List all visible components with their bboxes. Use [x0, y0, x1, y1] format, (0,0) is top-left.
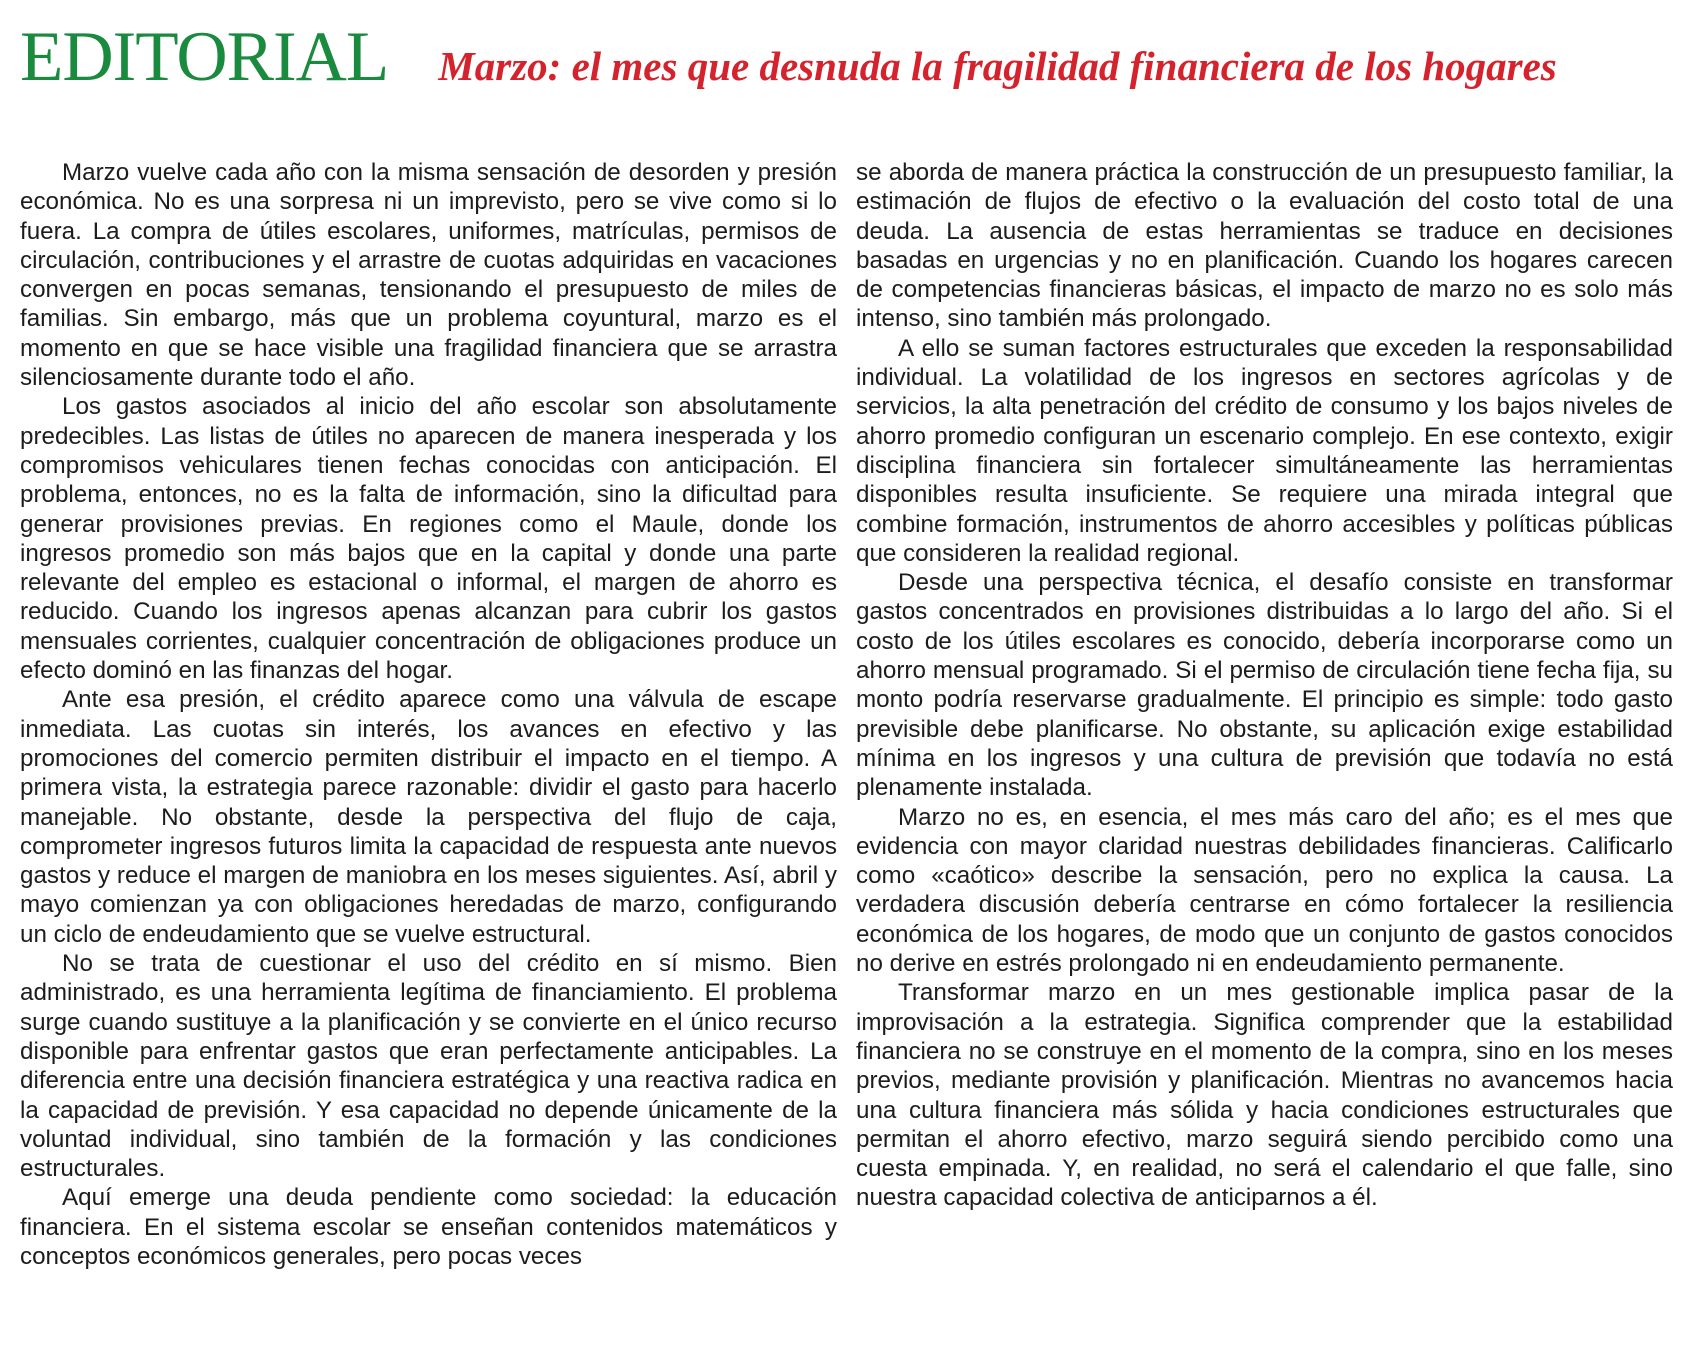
left-column	[20, 158, 837, 1271]
paragraph: Ante esa presión, el crédito aparece como una válvula de escape inmediata. Las cuotas sin interés, los avances en efectivo y las promociones del comercio permiten distribuir el impacto en el tiempo. A primera vista, la estrategia parece razonable: dividir el gasto para hacerlo manejable. No obstante, desde la perspectiva del flujo de caja, comprometer ingresos futuros limita la capacidad de respuesta ante nuevos gastos y reduce el margen de maniobra en los meses siguientes. Así, abril y mayo comienzan ya con obligaciones heredadas de marzo, configurando un ciclo de endeudamiento que se vuelve estructural.	[20, 686, 837, 948]
paragraph: Desde una perspectiva técnica, el desafío consiste en transformar gastos concentrados en provisiones distribuidas a lo largo del año. Si el costo de los útiles escolares es conocido, debería incorporarse como un ahorro mensual programado. Si el permiso de circulación tiene fecha fija, su monto podría reservarse gradualmente. El principio es simple: todo gasto previsible debe planificarse. No obstante, su aplicación exige estabilidad mínima en los ingresos y una cultura de previsión que todavía no está plenamente instalada.	[856, 569, 1673, 802]
paragraph: No se trata de cuestionar el uso del crédito en sí mismo. Bien administrado, es una herramienta legítima de financiamiento. El problema surge cuando sustituye a la planificación y se convierte en el único recurso disponible para enfrentar gastos que eran perfectamente anticipables. La diferencia entre una decisión financiera estratégica y una reactiva radica en la capacidad de previsión. Y esa capacidad no depende únicamente de la voluntad individual, sino también de la formación y las condiciones estructurales.	[20, 950, 837, 1183]
editorial-headline: Marzo: el mes que desnuda la fragilidad financiera de los hogares	[438, 43, 1557, 89]
paragraph: Aquí emerge una deuda pendiente como sociedad: la educación financiera. En el sistema escolar se enseñan contenidos matemáticos y conceptos económicos generales, pero pocas veces	[20, 1184, 837, 1270]
paragraph-continued: se aborda de manera práctica la construcción de un presupuesto familiar, la estimación de flujos de efectivo o la evaluación del costo total de una deuda. La ausencia de estas herramientas se traduce en decisiones basadas en urgencias y no en planificación. Cuando los hogares carecen de competencias financieras básicas, el impacto de marzo no es solo más intenso, sino también más prolongado.	[856, 159, 1673, 333]
paragraph: Los gastos asociados al inicio del año escolar son absolutamente predecibles. Las listas de útiles no aparecen de manera inesperada y los compromisos vehiculares tienen fechas conocidas con anticipación. El problema, entonces, no es la falta de información, sino la dificultad para generar provisiones previas. En regiones como el Maule, donde los ingresos promedio son más bajos que en la capital y donde una parte relevante del empleo es estacional o informal, el margen de ahorro es reducido. Cuando los ingresos apenas alcanzan para cubrir los gastos mensuales corrientes, cualquier concentración de obligaciones produce un efecto dominó en las finanzas del hogar.	[20, 393, 837, 685]
article-body	[20, 158, 1673, 1271]
section-label: EDITORIAL	[20, 18, 389, 96]
masthead	[20, 18, 1673, 100]
paragraph: Marzo no es, en esencia, el mes más caro del año; es el mes que evidencia con mayor claridad nuestras debilidades financieras. Calificarlo como «caótico» describe la sensación, pero no explica la causa. La verdadera discusión debería centrarse en cómo fortalecer la resiliencia económica de los hogares, de modo que un conjunto de gastos conocidos no derive en estrés prolongado ni en endeudamiento permanente.	[856, 803, 1673, 978]
paragraph: A ello se suman factores estructurales que exceden la responsabilidad individual. La volatilidad de los ingresos en sectores agrícolas y de servicios, la alta penetración del crédito de consumo y los bajos niveles de ahorro promedio configuran un escenario complejo. En ese contexto, exigir disciplina financiera sin fortalecer simultáneamente las herramientas disponibles resulta insuficiente. Se requiere una mirada integral que combine formación, instrumentos de ahorro accesibles y políticas públicas que consideren la realidad regional.	[856, 334, 1673, 567]
paragraph: Marzo vuelve cada año con la misma sensación de desorden y presión económica. No es una sorpresa ni un imprevisto, pero se vive como si lo fuera. La compra de útiles escolares, uniformes, matrículas, permisos de circulación, contribuciones y el arrastre de cuotas adquiridas en vacaciones convergen en pocas semanas, tensionando el presupuesto de miles de familias. Sin embargo, más que un problema coyuntural, marzo es el momento en que se hace visible una fragilidad financiera que se arrastra silenciosamente durante todo el año.	[20, 159, 837, 392]
paragraph: Transformar marzo en un mes gestionable implica pasar de la improvisación a la estrategia. Significa comprender que la estabilidad financiera no se construye en el momento de la compra, sino en los meses previos, mediante provisión y planificación. Mientras no avancemos hacia una cultura financiera más sólida y hacia condiciones estructurales que permitan el ahorro efectivo, marzo seguirá siendo percibido como una cuesta empinada. Y, en realidad, no será el calendario el que falle, sino nuestra capacidad colectiva de anticiparnos a él.	[856, 979, 1673, 1212]
right-column	[856, 158, 1673, 1271]
